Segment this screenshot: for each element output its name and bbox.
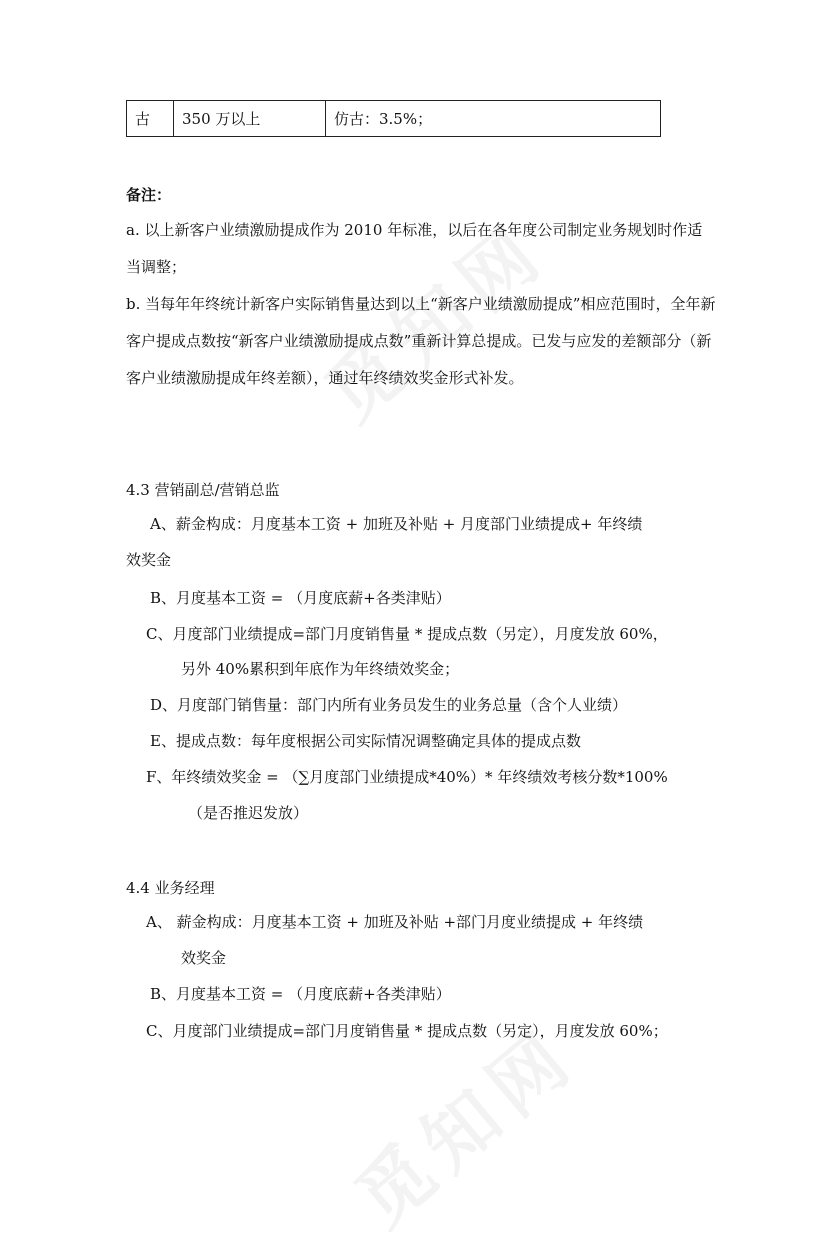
table-cell-range: 350 万以上 — [174, 101, 326, 137]
notes-title: 备注： — [126, 186, 172, 204]
section-4-3-e: E、提成点数：每年度根据公司实际情况调整确定具体的提成点数 — [150, 732, 581, 750]
section-4-3-f-line2: （是否推迟发放） — [188, 804, 309, 822]
section-4-4-b: B、月度基本工资 = （月度底薪+各类津贴） — [150, 985, 451, 1003]
section-4-4-a-line2: 效奖金 — [181, 949, 227, 967]
note-a: a. 以上新客户业绩激励提成作为 2010 年标准，以后在各年度公司制定业务规划时作适当调整； — [126, 221, 703, 276]
section-4-4-a-line1: A、 薪金构成：月度基本工资 + 加班及补贴 +部门月度业绩提成 + 年终绩 — [146, 913, 644, 931]
note-b: b. 当每年年终统计新客户实际销售量达到以上“新客户业绩激励提成”相应范围时，全年新客户提成点数按“新客户业绩激励提成点数”重新计算总提成。已发与应发的差额部分（新客户业绩激励提成年终差额），通过年终绩效奖金形式补发。 — [126, 295, 716, 387]
section-4-4-c-line1: C、月度部门业绩提成=部门月度销售量 * 提成点数（另定），月度发放 60%； — [146, 1022, 668, 1040]
section-4-3-f-line1: F、年终绩效奖金 = （∑月度部门业绩提成*40%）* 年终绩效考核分数*100% — [146, 768, 668, 786]
section-4-3-a-line1: A、薪金构成：月度基本工资 + 加班及补贴 + 月度部门业绩提成+ 年终绩 — [150, 515, 643, 533]
commission-table — [126, 100, 661, 137]
section-4-3-d: D、月度部门销售量：部门内所有业务员发生的业务总量（含个人业绩） — [150, 696, 628, 714]
table-cell-category: 古 — [127, 101, 174, 137]
section-4-3-c-line1: C、月度部门业绩提成=部门月度销售量 * 提成点数（另定），月度发放 60%， — [146, 625, 668, 643]
section-4-3-b: B、月度基本工资 = （月度底薪+各类津贴） — [150, 589, 451, 607]
section-4-4-heading: 4.4 业务经理 — [126, 879, 215, 897]
section-4-3-heading: 4.3 营销副总/营销总监 — [126, 481, 280, 499]
section-4-3-c-line2: 另外 40%累积到年底作为年终绩效奖金； — [181, 660, 460, 678]
table-cell-rate: 仿古：3.5%； — [326, 101, 661, 137]
section-4-3-a-line2: 效奖金 — [126, 551, 172, 569]
table-row — [127, 101, 661, 137]
